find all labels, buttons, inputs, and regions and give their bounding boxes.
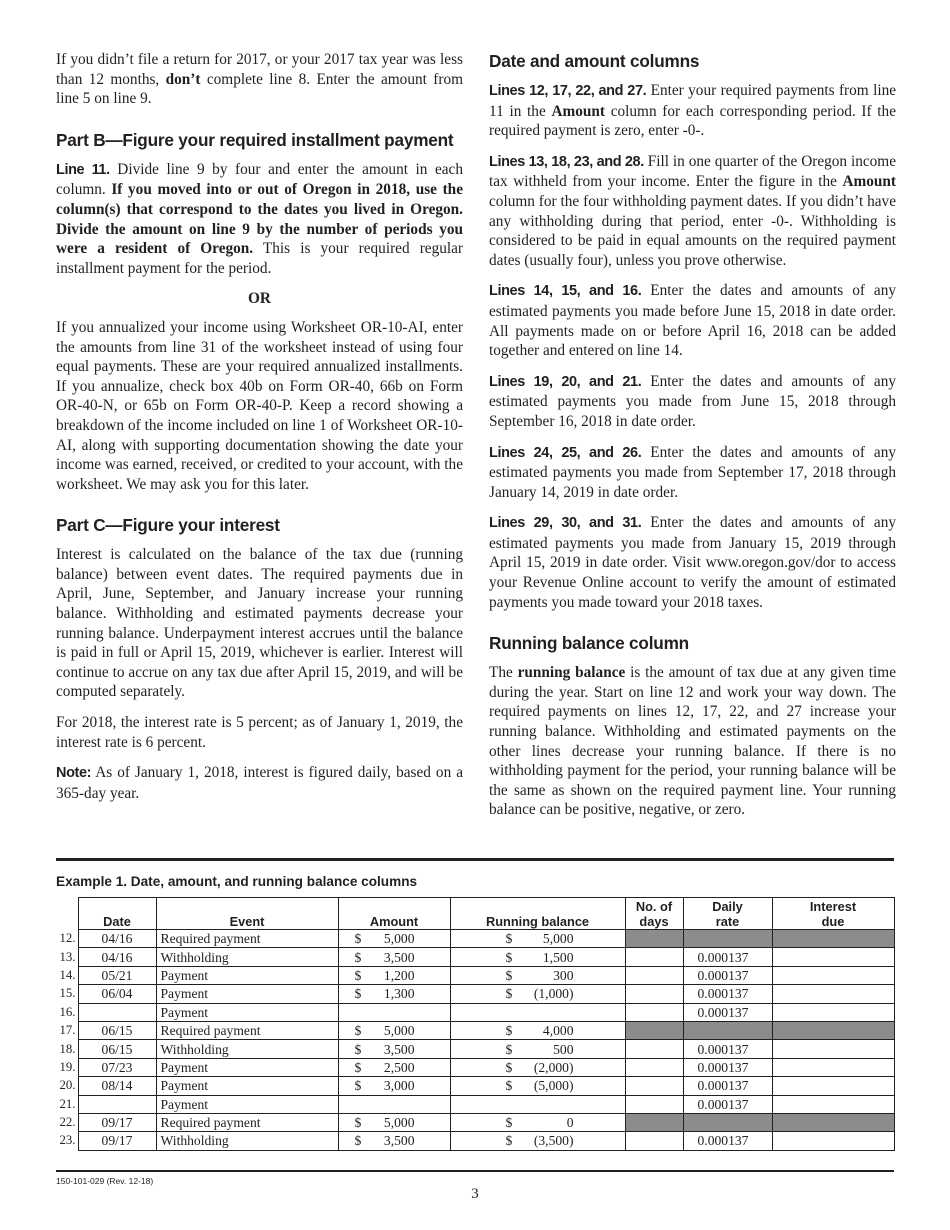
lines-24-paragraph: Lines 24, 25, and 26. Enter the dates and amounts of any estimated payments you made from September 17, 2018 through January 14, 2019 in date order. (489, 443, 896, 501)
row-interest-due (772, 1021, 894, 1039)
row-interest-due (772, 966, 894, 984)
lines-14-paragraph: Lines 14, 15, and 16. Enter the dates and amounts of any estimated payments you made before June 15, 2018 in date order. All payments made on or before April 16, 2018 can be added together and entered on line 14. (489, 282, 896, 360)
row-date: 09/17 (78, 1132, 156, 1150)
row-line-number: 19. (56, 1058, 78, 1076)
row-amount: $ 3,000 (338, 1077, 450, 1095)
row-days (625, 1132, 683, 1150)
row-daily-rate: 0.000137 (683, 1040, 772, 1058)
row-interest-due (772, 985, 894, 1003)
row-date: 07/23 (78, 1058, 156, 1076)
header-interest-due: Interest due (772, 898, 894, 930)
row-date (78, 1095, 156, 1113)
row-interest-due (772, 1003, 894, 1021)
header-running-balance: Running balance (450, 898, 625, 930)
part-c-heading: Part C—Figure your interest (56, 515, 280, 536)
row-line-number: 16. (56, 1003, 78, 1021)
row-days (625, 1095, 683, 1113)
row-event: Withholding (156, 1132, 338, 1150)
row-daily-rate: 0.000137 (683, 1095, 772, 1113)
row-days (625, 1058, 683, 1076)
row-date: 06/04 (78, 985, 156, 1003)
row-event: Withholding (156, 948, 338, 966)
row-date: 09/17 (78, 1113, 156, 1131)
row-date: 06/15 (78, 1040, 156, 1058)
lines-13-paragraph: Lines 13, 18, 23, and 28. Fill in one quarter of the Oregon income tax withheld from your income. Enter the figure in the Amount column for the four withholding payment dates. If you didn’t have any withholding during that period, enter -0-. Withholding is considered to be paid in equal amounts on the required payment dates (usually four), unless you prove otherwise. (489, 152, 896, 269)
row-days (625, 1113, 683, 1131)
row-days (625, 1021, 683, 1039)
running-balance-paragraph: The running balance is the amount of tax due at any given time during the year. Start on line 12 and work your way down. The required payments on lines 12, 17, 22, and 27 increase your running balance. Withholding and estimated payments on the other lines decrease your running balance. If there is no withholding payment for the period, your running balance will be the same as shown on the required payment line. Your running balance can be positive, negative, or zero. (489, 664, 896, 819)
note-paragraph: Note: As of January 1, 2018, interest is figured daily, based on a 365-day year. (56, 764, 463, 802)
row-daily-rate (683, 930, 772, 948)
row-line-number: 13. (56, 948, 78, 966)
row-amount: $ 5,000 (338, 930, 450, 948)
row-daily-rate: 0.000137 (683, 948, 772, 966)
row-running-balance: $ 300 (450, 966, 625, 984)
row-event: Withholding (156, 1040, 338, 1058)
row-daily-rate (683, 1113, 772, 1131)
page-number: 3 (471, 1186, 479, 1202)
row-running-balance: $ (3,500) (450, 1132, 625, 1150)
row-line-number: 14. (56, 966, 78, 984)
table-row (56, 948, 894, 966)
row-date: 08/14 (78, 1077, 156, 1095)
right-column (489, 50, 896, 831)
row-line-number: 17. (56, 1021, 78, 1039)
row-running-balance: $ 500 (450, 1040, 625, 1058)
table-row (56, 1003, 894, 1021)
table-row (56, 1058, 894, 1076)
row-interest-due (772, 1095, 894, 1113)
row-event: Payment (156, 1077, 338, 1095)
row-running-balance: $ (5,000) (450, 1077, 625, 1095)
header-event: Event (156, 898, 338, 930)
row-days (625, 1077, 683, 1095)
row-date: 05/21 (78, 966, 156, 984)
row-running-balance: $ 5,000 (450, 930, 625, 948)
row-date (78, 1003, 156, 1021)
row-line-number: 20. (56, 1077, 78, 1095)
row-amount: $ 5,000 (338, 1113, 450, 1131)
row-daily-rate: 0.000137 (683, 1132, 772, 1150)
header-daily-rate: Daily rate (683, 898, 772, 930)
row-running-balance: $ (2,000) (450, 1058, 625, 1076)
row-running-balance: $ 4,000 (450, 1021, 625, 1039)
row-running-balance: $ (1,000) (450, 985, 625, 1003)
row-interest-due (772, 1132, 894, 1150)
lines-12-paragraph: Lines 12, 17, 22, and 27. Enter your required payments from line 11 in the Amount column for each corresponding period. If the required payment is zero, enter -0-. (489, 82, 897, 140)
row-amount (338, 1095, 450, 1113)
row-line-number: 15. (56, 985, 78, 1003)
table-row (56, 1077, 894, 1095)
row-line-number: 18. (56, 1040, 78, 1058)
interest-rate-paragraph: For 2018, the interest rate is 5 percent; as of January 1, 2019, the interest rate is 6 percent. (56, 714, 463, 751)
row-line-number: 22. (56, 1113, 78, 1131)
row-date: 04/16 (78, 930, 156, 948)
row-running-balance (450, 1003, 625, 1021)
row-event: Required payment (156, 1113, 338, 1131)
section-divider (56, 858, 894, 861)
footer-divider (56, 1170, 894, 1172)
header-days: No. of days (625, 898, 683, 930)
row-running-balance: $ 1,500 (450, 948, 625, 966)
row-event: Required payment (156, 930, 338, 948)
row-event: Payment (156, 1058, 338, 1076)
row-event: Payment (156, 985, 338, 1003)
lines-29-paragraph: Lines 29, 30, and 31. Enter the dates and amounts of any estimated payments you made from January 15, 2019 through April 15, 2019 in date order. Visit www.oregon.gov/dor to access your Revenue Online account to verify the amount of estimated payments you made toward your 2018 taxes. (489, 514, 896, 611)
intro-paragraph: If you didn’t file a return for 2017, or your 2017 tax year was less than 12 months, don’t complete line 8. Enter the amount from line 5 on line 9. (56, 51, 463, 108)
row-event: Payment (156, 1095, 338, 1113)
row-interest-due (772, 1058, 894, 1076)
row-amount (338, 1003, 450, 1021)
annualized-paragraph: If you annualized your income using Worksheet OR-10-AI, enter the amounts from line 31 of the worksheet instead of using four equal payments. These are your required annualized installments. If you annualize, check box 40b on Form OR-40, 66b on Form OR-40-N, or 65b on Form OR-40-P. Keep a record showing a breakdown of the income included on line 1 of Worksheet OR-10-AI, along with supporting documentation showing the date your income was earned, received, or credited to your account, with the worksheet. We may ask you for this later. (56, 318, 463, 493)
row-line-number: 21. (56, 1095, 78, 1113)
line-11-paragraph: Line 11. Divide line 9 by four and enter the amount in each column. If you moved into or out of Oregon in 2018, use the column(s) that correspond to the dates you lived in Oregon. Divide the amount on line 9 by the number of periods you were a resident of Oregon. This is your required regular installment payment for the period. (56, 160, 464, 277)
row-amount: $ 3,500 (338, 948, 450, 966)
table-row (56, 1095, 894, 1113)
part-b-heading: Part B—Figure your required installment payment (56, 129, 454, 150)
row-date: 06/15 (78, 1021, 156, 1039)
row-daily-rate: 0.000137 (683, 985, 772, 1003)
row-days (625, 966, 683, 984)
row-days (625, 985, 683, 1003)
row-daily-rate: 0.000137 (683, 1077, 772, 1095)
row-interest-due (772, 948, 894, 966)
table-row (56, 966, 894, 984)
row-daily-rate: 0.000137 (683, 1003, 772, 1021)
table-row (56, 985, 894, 1003)
row-amount: $ 1,200 (338, 966, 450, 984)
row-interest-due (772, 1040, 894, 1058)
interest-paragraph: Interest is calculated on the balance of the tax due (running balance) between event dates. The required payments due in April, June, September, and January increase your running balance. Withholding and estimated payments decrease your running balance. Underpayment interest accrues until the balance is paid in full or April 15, 2019, whichever is earlier. Interest will continue to accrue on any tax due after April 15, 2019, and will be computed separately. (56, 546, 463, 701)
example-table (56, 897, 895, 1151)
row-days (625, 930, 683, 948)
row-daily-rate: 0.000137 (683, 966, 772, 984)
row-daily-rate (683, 1021, 772, 1039)
table-row (56, 1113, 894, 1131)
header-amount: Amount (338, 898, 450, 930)
row-line-number: 12. (56, 930, 78, 948)
form-number: 150-101-029 (Rev. 12-18) (56, 1176, 154, 1186)
date-amount-heading: Date and amount columns (489, 51, 700, 71)
lines-19-paragraph: Lines 19, 20, and 21. Enter the dates and amounts of any estimated payments you made from June 15, 2018 through September 16, 2018 in date order. (489, 372, 896, 430)
row-interest-due (772, 1113, 894, 1131)
header-date: Date (78, 898, 156, 930)
table-row (56, 1132, 894, 1150)
row-running-balance: $ 0 (450, 1113, 625, 1131)
row-event: Payment (156, 966, 338, 984)
running-balance-heading: Running balance column (489, 633, 689, 654)
row-interest-due (772, 930, 894, 948)
row-amount: $ 3,500 (338, 1040, 450, 1058)
row-days (625, 1003, 683, 1021)
row-running-balance (450, 1095, 625, 1113)
row-line-number: 23. (56, 1132, 78, 1150)
example-title: Example 1. Date, amount, and running balance columns (56, 874, 418, 889)
table-header-row (56, 898, 894, 930)
row-interest-due (772, 1077, 894, 1095)
row-event: Payment (156, 1003, 338, 1021)
row-date: 04/16 (78, 948, 156, 966)
or-separator: OR (248, 290, 271, 308)
row-days (625, 948, 683, 966)
row-amount: $ 5,000 (338, 1021, 450, 1039)
table-row (56, 930, 894, 948)
row-amount: $ 1,300 (338, 985, 450, 1003)
row-event: Required payment (156, 1021, 338, 1039)
row-daily-rate: 0.000137 (683, 1058, 772, 1076)
row-amount: $ 2,500 (338, 1058, 450, 1076)
table-row (56, 1021, 894, 1039)
row-amount: $ 3,500 (338, 1132, 450, 1150)
left-column (56, 50, 463, 814)
table-row (56, 1040, 894, 1058)
row-days (625, 1040, 683, 1058)
